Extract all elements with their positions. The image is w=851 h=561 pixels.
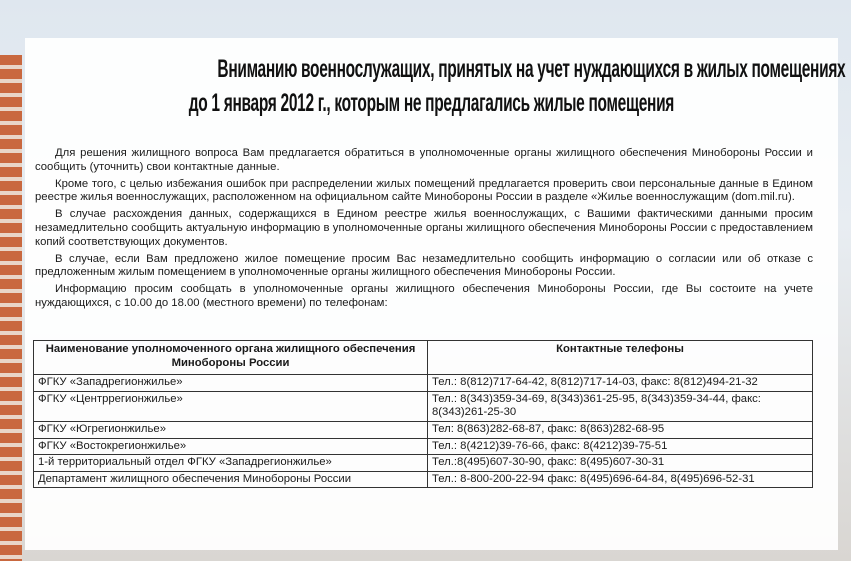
notice-body — [35, 147, 813, 314]
phones-cell: Тел.: 8(4212)39-76-66, факс: 8(4212)39-75-51 — [428, 438, 813, 455]
notice-title — [25, 52, 846, 120]
table-row — [34, 421, 813, 438]
phones-cell: Тел.: 8(812)717-64-42, 8(812)717-14-03, факс: 8(812)494-21-32 — [428, 375, 813, 392]
org-cell: Департамент жилищного обеспечения Минобороны России — [34, 471, 428, 488]
phones-cell: Тел.:8(495)607-30-90, факс: 8(495)607-30-31 — [428, 455, 813, 472]
table-row — [34, 375, 813, 392]
table-header-row — [34, 341, 813, 375]
title-line-2: до 1 января 2012 г., которым не предлагались жилые помещения — [188, 89, 675, 117]
notice-panel — [25, 38, 846, 550]
phones-cell: Тел: 8(863)282-68-87, факс: 8(863)282-68-95 — [428, 421, 813, 438]
paragraph: Кроме того, с целью избежания ошибок при распределении жилых помещений предлагается проверить свои персональные данные в Едином реестре жилья военнослужащих, расположенном на официальном сайте Минобороны России в разделе «Жилье военнослужащим (dom.mil.ru). — [35, 177, 813, 204]
paragraph: В случае, если Вам предложено жилое помещение просим Вас незамедлительно сообщить информацию о согласии или об отказе с предложенным жилым помещением в уполномоченные органы жилищного обеспечения Минобороны России. — [35, 252, 813, 279]
org-cell: 1-й территориальный отдел ФГКУ «Западрегионжилье» — [34, 455, 428, 472]
org-cell: ФГКУ «Востокрегионжилье» — [34, 438, 428, 455]
contacts-table — [33, 340, 813, 488]
org-cell: ФГКУ «Югрегионжилье» — [34, 421, 428, 438]
paragraph: Для решения жилищного вопроса Вам предлагается обратиться в уполномоченные органы жилищного обеспечения Минобороны России и сообщить (уточнить) свои контактные данные. — [35, 147, 813, 173]
table-row — [34, 471, 813, 488]
phones-cell: Тел.: 8-800-200-22-94 факс: 8(495)696-64-84, 8(495)696-52-31 — [428, 471, 813, 488]
title-line-1: Вниманию военнослужащих, принятых на учет нуждающихся в жилых помещениях — [217, 55, 846, 83]
table-row — [34, 455, 813, 472]
header-phones: Контактные телефоны — [428, 341, 813, 375]
table-row — [34, 438, 813, 455]
paragraph: В случае расхождения данных, содержащихся в Едином реестре жилья военнослужащих, с Вашими фактическими данными просим незамедлительно сообщить актуальную информацию в уполномоченные органы жилищного обеспечения Минобороны России с предоставлением копий соответствующих документов. — [35, 208, 813, 248]
paragraph: Информацию просим сообщать в уполномоченные органы жилищного обеспечения Минобороны России, где Вы состоите на учете нуждающихся, с 10.00 до 18.00 (местного времени) по телефонам: — [35, 283, 813, 309]
table-row — [34, 391, 813, 421]
header-org: Наименование уполномоченного органа жилищного обеспечения Минобороны России — [34, 341, 428, 375]
phones-cell: Тел.: 8(343)359-34-69, 8(343)361-25-95, 8(343)359-34-44, факс: 8(343)261-25-30 — [428, 391, 813, 421]
org-cell: ФГКУ «Центррегионжилье» — [34, 391, 428, 421]
background-building — [0, 55, 22, 561]
org-cell: ФГКУ «Западрегионжилье» — [34, 375, 428, 392]
